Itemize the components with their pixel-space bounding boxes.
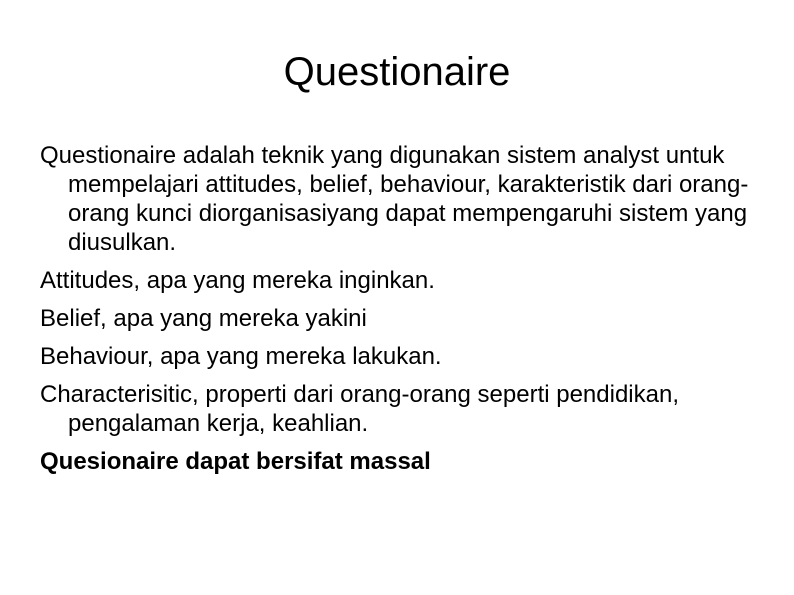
slide-body [40,141,760,485]
paragraph-massal: Quesionaire dapat bersifat massal [40,448,431,475]
paragraph-behaviour: Behaviour, apa yang mereka lakukan. [40,343,442,370]
paragraph-characteristic: Characterisitic, properti dari orang-orang seperti pendidikan, pengalaman kerja, keahlian. [40,381,679,437]
slide-title: Questionaire [283,50,511,94]
paragraph-attitudes: Attitudes, apa yang mereka inginkan. [40,267,435,294]
paragraph-belief: Belief, apa yang mereka yakini [40,305,367,332]
paragraph-definition: Questionaire adalah teknik yang digunakan sistem analyst untuk mempelajari attitudes, belief, behaviour, karakteristik dari orang-orang kunci diorganisasiyang dapat mempengaruhi sistem yang diusulkan. [40,142,749,256]
